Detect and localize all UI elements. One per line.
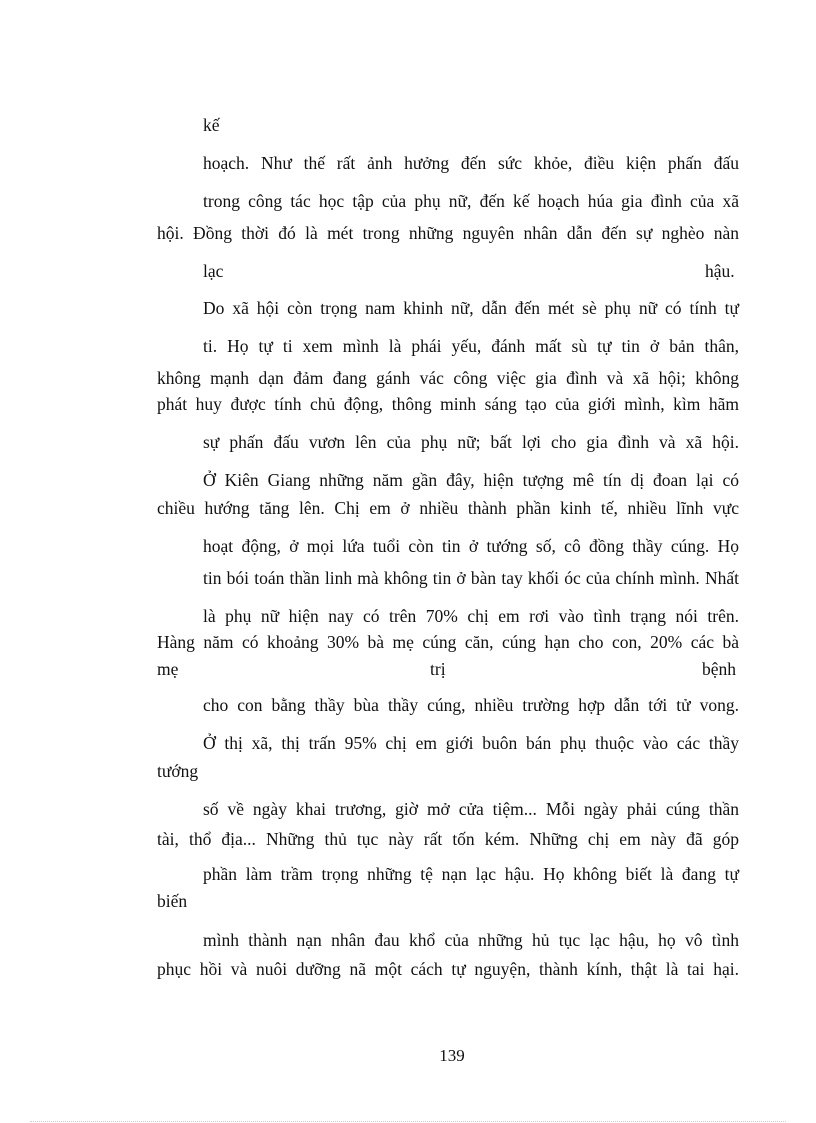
text-line: trị — [430, 659, 446, 679]
page-divider — [30, 1121, 786, 1122]
text-line: lạc — [203, 261, 224, 281]
text-line: chiều hướng tăng lên. Chị em ở nhiều thành phần kinh tế, nhiều lĩnh vực — [157, 498, 739, 518]
text-line: Do xã hội còn trọng nam khinh nữ, dẫn đến mét sè phụ nữ có tính tự — [203, 298, 739, 318]
text-line: mình thành nạn nhân đau khổ của những hủ tục lạc hậu, họ vô tình — [203, 930, 739, 950]
text-line: tướng — [157, 761, 199, 781]
text-line: bệnh — [702, 659, 737, 679]
text-line: tài, thổ địa... Những thủ tục này rất tốn kém. Những chị em này đã góp — [157, 829, 739, 849]
text-line: mẹ — [157, 659, 179, 679]
text-line: hoạch. Như thế rất ảnh hưởng đến sức khỏe, điều kiện phấn đấu — [203, 153, 739, 173]
text-line: số về ngày khai trương, giờ mở cửa tiệm... Mỗi ngày phải cúng thần — [203, 799, 739, 819]
text-line: biến — [157, 891, 188, 911]
text-line: trong công tác học tập của phụ nữ, đến kế hoạch húa gia đình của xã — [203, 191, 739, 211]
text-line: cho con bằng thầy bùa thầy cúng, nhiều trường hợp dẫn tới tử vong. — [203, 695, 739, 715]
text-line: hoạt động, ở mọi lứa tuổi còn tin ở tướng số, cô đồng thầy cúng. Họ — [203, 536, 739, 556]
text-line: hậu. — [705, 261, 735, 281]
text-line: phục hồi và nuôi dưỡng nã một cách tự nguyện, thành kính, thật là tai hại. — [157, 959, 739, 979]
page-number: 139 — [439, 1046, 465, 1065]
text-line: không mạnh dạn đảm đang gánh vác công việc gia đình và xã hội; không — [157, 368, 739, 388]
text-line: phát huy được tính chủ động, thông minh sáng tạo của giới mình, kìm hãm — [157, 394, 739, 414]
text-line: hội. Đồng thời đó là mét trong những nguyên nhân dẫn đến sự nghèo nàn — [157, 223, 739, 243]
text-line: tin bói toán thần linh mà không tin ở bàn tay khối óc của chính mình. Nhất — [203, 568, 739, 588]
text-line: sự phấn đấu vươn lên của phụ nữ; bất lợi cho gia đình và xã hội. — [203, 432, 739, 452]
text-line: kế — [203, 115, 220, 135]
text-line: phần làm trầm trọng những tệ nạn lạc hậu. Họ không biết là đang tự — [203, 864, 739, 884]
text-line: Ở Kiên Giang những năm gần đây, hiện tượng mê tín dị đoan lại có — [203, 470, 739, 490]
text-line: Ở thị xã, thị trấn 95% chị em giới buôn bán phụ thuộc vào các thầy — [203, 733, 739, 753]
text-line: ti. Họ tự ti xem mình là phái yếu, đánh mất sù tự tin ở bản thân, — [203, 336, 739, 356]
text-line: là phụ nữ hiện nay có trên 70% chị em rơi vào tình trạng nói trên. — [203, 606, 739, 626]
text-line: Hàng năm có khoảng 30% bà mẹ cúng căn, cúng hạn cho con, 20% các bà — [157, 632, 739, 652]
